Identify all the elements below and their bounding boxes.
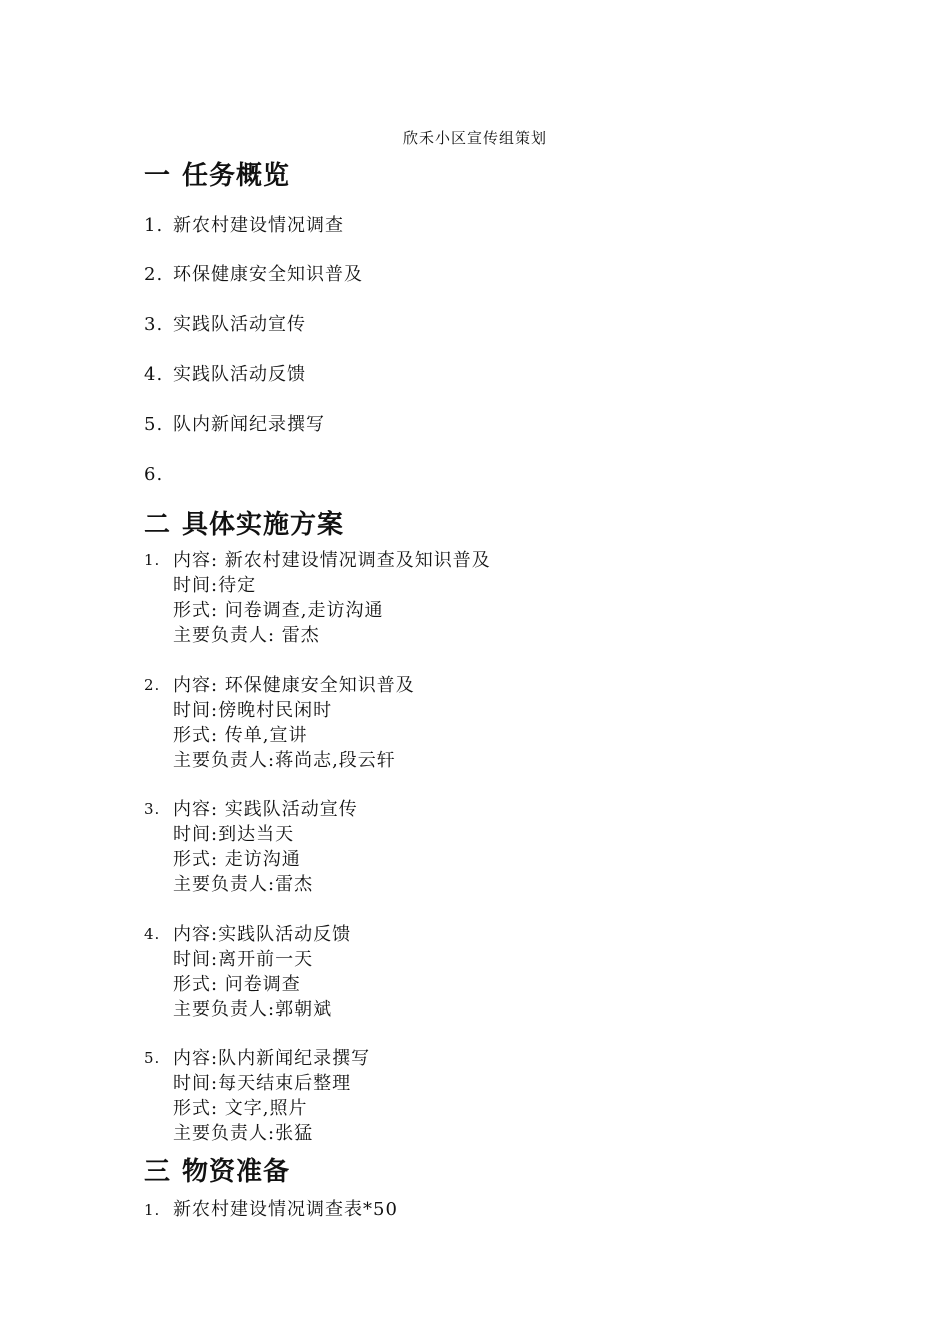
item-number: 1. <box>144 1201 161 1219</box>
overview-item <box>144 416 325 434</box>
plan-item <box>144 548 491 648</box>
plan-item <box>144 797 358 897</box>
plan-item <box>144 1046 370 1146</box>
overview-item <box>144 366 306 384</box>
plan-content: 内容: 新农村建设情况调查及知识普及 <box>173 550 491 571</box>
item-text: 环保健康安全知识普及 <box>173 264 363 285</box>
item-text: 新农村建设情况调查 <box>173 215 344 236</box>
plan-content: 内容: 实践队活动宣传 <box>173 799 358 820</box>
plan-content: 内容: 环保健康安全知识普及 <box>173 675 415 696</box>
plan-form: 形式: 问卷调查 <box>173 974 301 995</box>
plan-owner: 主要负责人: 雷杰 <box>173 625 320 646</box>
section-heading-plan <box>144 512 344 538</box>
overview-item <box>144 316 306 334</box>
plan-time: 时间:傍晚村民闲时 <box>173 700 333 721</box>
item-number: 3. <box>144 800 161 818</box>
item-number: 6. <box>144 464 164 485</box>
material-item <box>144 1197 398 1223</box>
item-number: 4. <box>144 925 161 943</box>
section-title: 任务概览 <box>182 161 291 191</box>
plan-owner: 主要负责人:雷杰 <box>173 874 314 895</box>
section-number: 三 <box>144 1157 172 1187</box>
plan-item <box>144 673 415 773</box>
section-number: 二 <box>144 510 172 540</box>
plan-time: 时间:离开前一天 <box>173 949 314 970</box>
plan-form: 形式: 问卷调查,走访沟通 <box>173 600 384 621</box>
plan-content: 内容:队内新闻纪录撰写 <box>173 1048 371 1069</box>
overview-item <box>144 466 173 484</box>
item-text: 队内新闻纪录撰写 <box>173 414 325 435</box>
item-text: 实践队活动宣传 <box>173 314 306 335</box>
item-number: 2. <box>144 264 164 285</box>
section-number: 一 <box>144 161 172 191</box>
document-title: 欣禾小区宣传组策划 <box>402 129 547 147</box>
section-heading-overview <box>144 163 290 189</box>
plan-item <box>144 922 351 1022</box>
item-number: 5. <box>144 1049 161 1067</box>
item-number: 1. <box>144 551 161 569</box>
section-title: 物资准备 <box>182 1157 291 1187</box>
plan-time: 时间:每天结束后整理 <box>173 1073 352 1094</box>
item-text: 实践队活动反馈 <box>173 364 306 385</box>
item-number: 2. <box>144 676 161 694</box>
plan-content: 内容:实践队活动反馈 <box>173 924 352 945</box>
plan-time: 时间:到达当天 <box>173 824 295 845</box>
item-number: 3. <box>144 314 164 335</box>
plan-owner: 主要负责人:郭朝斌 <box>173 999 333 1020</box>
item-number: 5. <box>144 414 164 435</box>
plan-time: 时间:待定 <box>173 575 257 596</box>
section-title: 具体实施方案 <box>182 510 345 540</box>
overview-item <box>144 217 344 235</box>
plan-owner: 主要负责人:蒋尚志,段云轩 <box>173 750 396 771</box>
section-heading-materials <box>144 1159 290 1185</box>
plan-owner: 主要负责人:张猛 <box>173 1123 314 1144</box>
item-number: 1. <box>144 215 164 236</box>
item-number: 4. <box>144 364 164 385</box>
plan-form: 形式: 传单,宣讲 <box>173 725 308 746</box>
plan-form: 形式: 走访沟通 <box>173 849 301 870</box>
plan-form: 形式: 文字,照片 <box>173 1098 308 1119</box>
item-text: 新农村建设情况调查表*50 <box>173 1199 398 1220</box>
overview-item <box>144 266 363 284</box>
